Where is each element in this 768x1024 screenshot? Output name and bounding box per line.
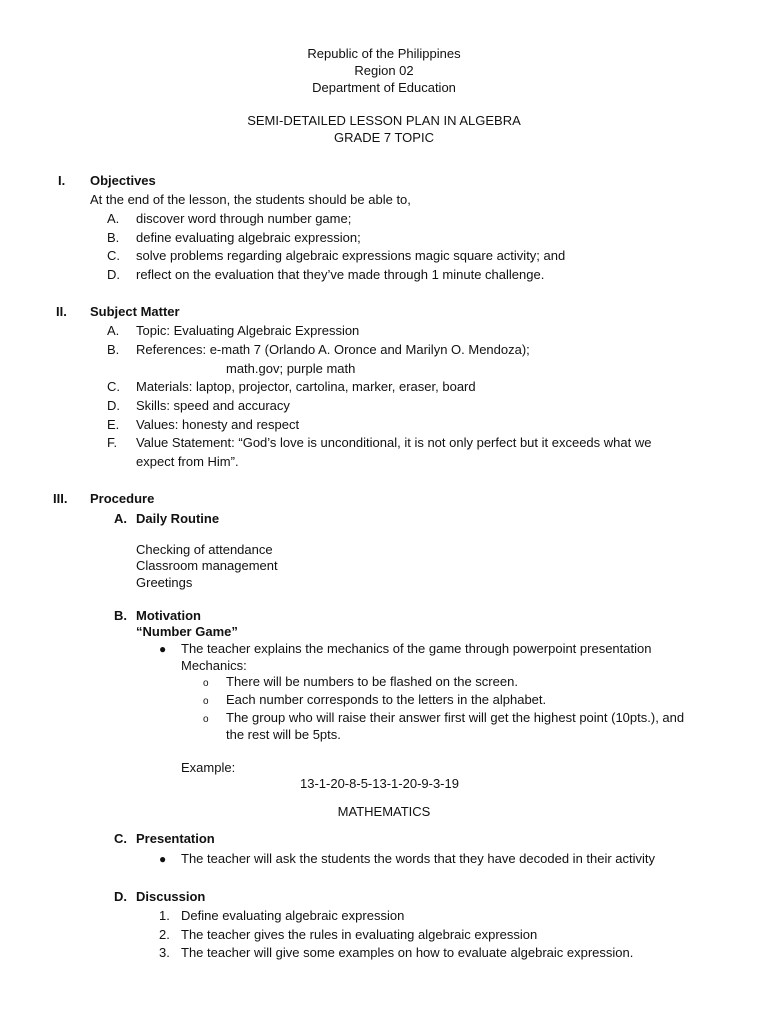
list-item: Values: honesty and respect: [136, 417, 300, 432]
list-letter: C.: [107, 379, 120, 394]
list-letter: D.: [107, 267, 120, 282]
list-item-continuation: expect from Him”.: [136, 454, 239, 469]
mechanics-item: There will be numbers to be flashed on the screen.: [226, 674, 518, 689]
list-number: 3.: [159, 945, 170, 960]
bullet-item: The teacher will ask the students the words that they have decoded in their activity: [181, 851, 656, 866]
example-code: 13-1-20-8-5-13-1-20-9-3-19: [300, 776, 459, 791]
example-label: Example:: [181, 760, 236, 775]
list-letter: A.: [107, 211, 120, 226]
bullet-icon: ●: [159, 852, 167, 866]
department-line: Department of Education: [312, 80, 456, 95]
example-answer: MATHEMATICS: [337, 804, 431, 819]
document-subtitle: GRADE 7 TOPIC: [334, 130, 434, 145]
mechanics-item: Each number corresponds to the letters in the alphabet.: [226, 692, 547, 707]
routine-item: Greetings: [136, 575, 193, 590]
list-letter: F.: [107, 435, 118, 450]
list-item: Topic: Evaluating Algebraic Expression: [136, 323, 360, 338]
list-item: Value Statement: “God’s love is unconditional, it is not only perfect but it exceeds what we: [136, 435, 652, 450]
section-numeral: II.: [56, 304, 67, 319]
section-numeral: I.: [58, 173, 66, 188]
circle-bullet-icon: o: [203, 696, 209, 707]
objectives-intro: At the end of the lesson, the students should be able to,: [90, 192, 411, 207]
routine-item: Checking of attendance: [136, 542, 273, 557]
mechanics-item-continuation: the rest will be 5pts.: [226, 727, 341, 742]
list-item: define evaluating algebraic expression;: [136, 230, 361, 245]
list-item: Skills: speed and accuracy: [136, 398, 290, 413]
subsection-heading: Motivation: [136, 608, 201, 623]
bullet-item: The teacher explains the mechanics of the game through powerpoint presentation: [181, 641, 652, 656]
list-item: solve problems regarding algebraic expressions magic square activity; and: [136, 248, 566, 263]
region-line: Region 02: [354, 63, 414, 78]
list-item: The teacher gives the rules in evaluating algebraic expression: [181, 927, 538, 942]
document-title: SEMI-DETAILED LESSON PLAN IN ALGEBRA: [247, 113, 521, 128]
list-letter: B.: [107, 342, 120, 357]
list-item: Materials: laptop, projector, cartolina, marker, eraser, board: [136, 379, 476, 394]
list-letter: E.: [107, 417, 120, 432]
list-letter: D.: [107, 398, 120, 413]
section-heading: Objectives: [90, 173, 156, 188]
list-item: discover word through number game;: [136, 211, 352, 226]
list-letter: A.: [107, 323, 120, 338]
game-title: “Number Game”: [136, 624, 238, 639]
section-heading: Subject Matter: [90, 304, 180, 319]
routine-item: Classroom management: [136, 558, 278, 573]
mechanics-item: The group who will raise their answer first will get the highest point (10pts.), and: [226, 710, 685, 725]
list-letter: B.: [107, 230, 120, 245]
circle-bullet-icon: o: [203, 714, 209, 725]
list-number: 1.: [159, 908, 170, 923]
mechanics-label: Mechanics:: [181, 658, 247, 673]
subsection-letter: C.: [114, 831, 127, 846]
circle-bullet-icon: o: [203, 678, 209, 689]
list-item: References: e-math 7 (Orlando A. Oronce and Marilyn O. Mendoza);: [136, 342, 530, 357]
list-item: The teacher will give some examples on how to evaluate algebraic expression.: [181, 945, 634, 960]
subsection-letter: D.: [114, 889, 127, 904]
list-item: reflect on the evaluation that they’ve made through 1 minute challenge.: [136, 267, 545, 282]
republic-line: Republic of the Philippines: [307, 46, 461, 61]
subsection-heading: Discussion: [136, 889, 206, 904]
list-number: 2.: [159, 927, 170, 942]
subsection-letter: B.: [114, 608, 127, 623]
bullet-icon: ●: [159, 642, 167, 656]
subsection-heading: Presentation: [136, 831, 215, 846]
section-heading: Procedure: [90, 491, 155, 506]
subsection-letter: A.: [114, 511, 127, 526]
list-item-continuation: math.gov; purple math: [226, 361, 356, 376]
list-letter: C.: [107, 248, 120, 263]
list-item: Define evaluating algebraic expression: [181, 908, 405, 923]
subsection-heading: Daily Routine: [136, 511, 220, 526]
section-numeral: III.: [53, 491, 68, 506]
